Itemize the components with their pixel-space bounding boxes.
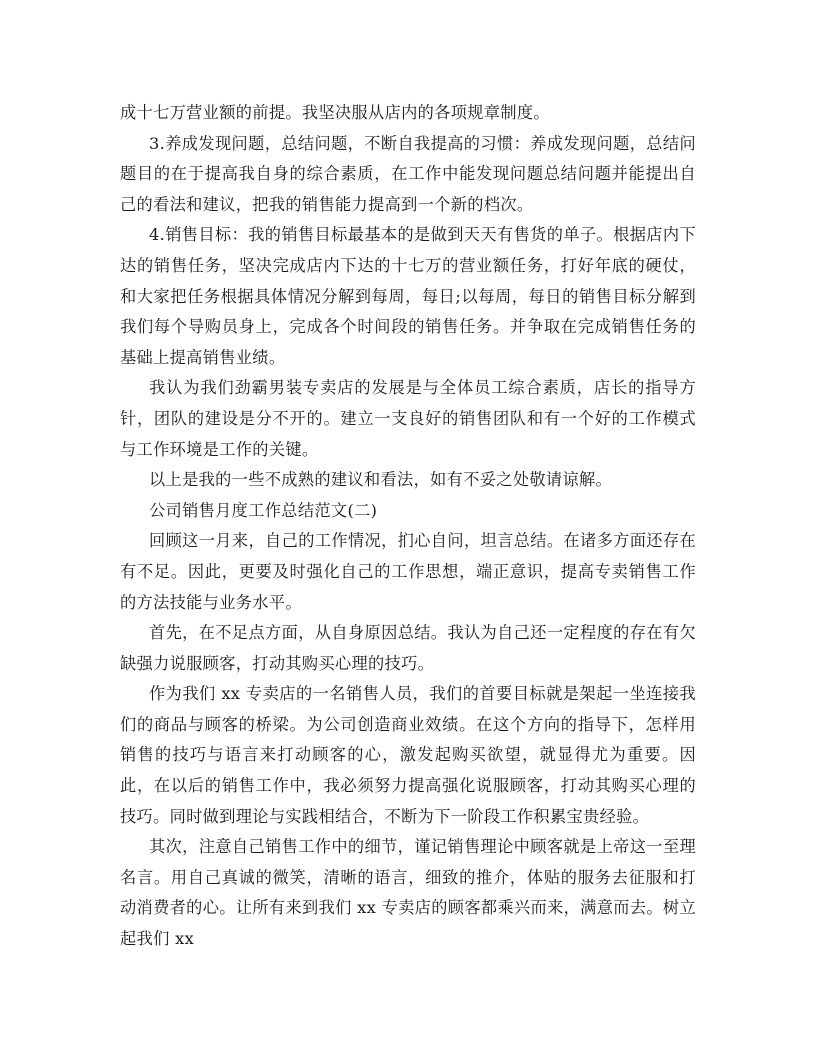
section-heading: 公司销售月度工作总结范文(二) [149, 500, 378, 520]
paragraph-closing: 以上是我的一些不成熟的建议和看法，如有不妥之处敬请谅解。 [149, 470, 613, 490]
paragraph-item-4: 4.销售目标：我的销售目标最基本的是做到天天有售货的单子。根据店内下达的销售任务，坚决完成店内下达的十七万的营业额任务，打好年底的硬仗，和大家把任务根据具体情况分解到每周，每日;以每周，每日的销售目标分解到我们每个导购员身上，完成各个时间段的销售任务。并争取在完成销售任务的基础上提高销售业绩。 [120, 225, 696, 367]
paragraph-sales-role: 作为我们 xx 专卖店的一名销售人员，我们的首要目标就是架起一坐连接我们的商品与顾客的桥梁。为公司创造商业效绩。在这个方向的指导下，怎样用销售的技巧与语言来打动顾客的心，激发起购买欲望，就显得尤为重要。因此，在以后的销售工作中，我必须努力提高强化说服顾客，打动其购买心理的技巧。同时做到理论与实践相结合，不断为下一阶段工作积累宝贵经验。 [120, 684, 696, 826]
document-page [120, 98, 696, 955]
paragraph-team: 我认为我们劲霸男装专卖店的发展是与全体员工综合素质，店长的指导方针，团队的建设是分不开的。建立一支良好的销售团队和有一个好的工作模式与工作环境是工作的关键。 [120, 378, 696, 459]
paragraph-second: 其次，注意自己销售工作中的细节，谨记销售理论中顾客就是上帝这一至理名言。用自己真诚的微笑，清晰的语言，细致的推介，体贴的服务去征服和打动消费者的心。让所有来到我们 xx 专卖店的顾客都乘兴而来，满意而去。树立起我们 xx [120, 837, 696, 949]
paragraph-continuation: 成十七万营业额的前提。我坚决服从店内的各项规章制度。 [120, 103, 550, 122]
paragraph-review: 回顾这一月来，自己的工作情况，扪心自问，坦言总结。在诸多方面还存在有不足。因此，更要及时强化自己的工作思想，端正意识，提高专卖销售工作的方法技能与业务水平。 [120, 531, 696, 612]
paragraph-item-3: 3.养成发现问题，总结问题，不断自我提高的习惯：养成发现问题，总结问题目的在于提高我自身的综合素质，在工作中能发现问题总结问题并能提出自己的看法和建议，把我的销售能力提高到一个新的档次。 [120, 133, 696, 214]
paragraph-first: 首先，在不足点方面，从自身原因总结。我认为自己还一定程度的存在有欠缺强力说服顾客，打动其购买心理的技巧。 [120, 623, 696, 673]
